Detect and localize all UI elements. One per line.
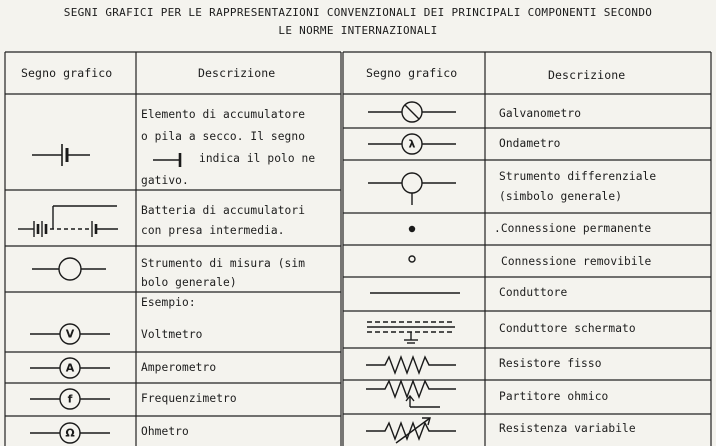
battery-cell-icon xyxy=(32,144,90,166)
right-row-10-line-1: Resistenza variabile xyxy=(499,422,636,435)
left-header-symbol: Segno grafico xyxy=(21,66,113,80)
right-header-description: Descrizione xyxy=(548,68,626,82)
ammeter-icon xyxy=(30,358,110,378)
right-row-2-line-1: Ondametro xyxy=(499,137,561,150)
shielded-conductor-icon xyxy=(367,322,455,343)
right-row-5-line-1: Connessione removibile xyxy=(501,255,652,268)
voltmeter-icon xyxy=(30,324,110,344)
permanent-connection-icon xyxy=(409,226,415,232)
fixed-resistor-icon xyxy=(366,357,456,373)
left-row-5-line-1: Amperometro xyxy=(141,361,217,374)
right-header-symbol: Segno grafico xyxy=(366,66,458,80)
right-row-3-line-2: (simbolo generale) xyxy=(499,190,623,203)
right-row-9-line-1: Partitore ohmico xyxy=(499,390,609,403)
variable-resistor-icon xyxy=(366,418,456,443)
left-row-6-line-1: Frequenzimetro xyxy=(141,392,237,405)
left-header-description: Descrizione xyxy=(198,66,276,80)
right-row-1-line-1: Galvanometro xyxy=(499,107,582,120)
battery-tapped-icon xyxy=(18,206,118,237)
left-row-3-line-1: Strumento di misura (sim xyxy=(141,257,306,270)
right-row-4-line-1: .Connessione permanente xyxy=(494,222,652,235)
instrument-circle-icon xyxy=(32,258,106,280)
left-row-4-line-2: Voltmetro xyxy=(141,328,203,341)
negative-pole-icon xyxy=(150,150,190,168)
galvanometer-icon xyxy=(368,102,456,122)
left-row-1-line-4: gativo. xyxy=(141,174,189,187)
document-title-line-1: SEGNI GRAFICI PER LE RAPPRESENTAZIONI CONVENZIONALI DEI PRINCIPALI COMPONENTI SECONDO xyxy=(63,6,653,19)
svg-text:V: V xyxy=(65,327,75,341)
left-row-1-line-1: Elemento di accumulatore xyxy=(141,108,306,121)
svg-text:f: f xyxy=(67,392,73,406)
svg-text:A: A xyxy=(65,361,75,375)
left-row-3-line-2: bolo generale) xyxy=(141,276,237,289)
svg-text:λ: λ xyxy=(408,137,416,151)
frequency-meter-icon xyxy=(30,389,110,409)
document-title-line-2: LE NORME INTERNAZIONALI xyxy=(278,24,438,37)
differential-instrument-icon xyxy=(368,173,456,205)
ohmmeter-icon xyxy=(30,423,110,443)
right-row-6-line-1: Conduttore xyxy=(499,286,568,299)
left-row-2-line-1: Batteria di accumulatori xyxy=(141,204,306,217)
left-row-7-line-1: Ohmetro xyxy=(141,425,189,438)
right-row-3-line-1: Strumento differenziale xyxy=(499,170,657,183)
left-row-1-line-3: indica il polo ne xyxy=(199,152,316,165)
removable-connection-icon xyxy=(409,256,415,262)
left-row-1-line-2: o pila a secco. Il segno xyxy=(141,130,306,143)
wavemeter-icon xyxy=(368,134,456,154)
svg-text:Ω: Ω xyxy=(65,426,75,440)
left-row-4-line-1: Esempio: xyxy=(141,296,196,309)
potentiometer-icon xyxy=(366,381,456,407)
right-row-7-line-1: Conduttore schermato xyxy=(499,322,636,335)
left-row-2-line-2: con presa intermedia. xyxy=(141,224,285,237)
right-row-8-line-1: Resistore fisso xyxy=(499,357,602,370)
